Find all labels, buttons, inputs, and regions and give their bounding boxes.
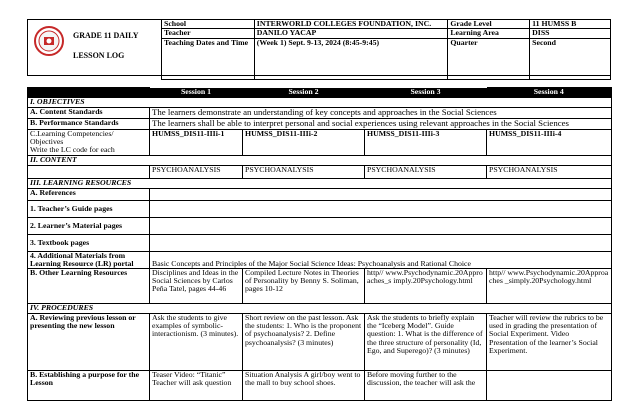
review-session-3: Ask the students to briefly explain the “Iceberg Model”. Guide question: 1. What is the difference of the three structure of personality (Id, Ego, and Superego)? (3 minutes) [365,314,487,371]
other-resource-4: http// www.Psychodynamic.20Approaches _simply.20Psychology.html [487,269,612,304]
purpose-session-3: Before moving further to the discussion, the teacher will ask the [365,371,487,401]
grade-title: GRADE 11 DAILY [73,31,139,40]
lesson-log-table [27,87,612,401]
purpose-session-1: Teaser Video: “Titanic” Teacher will ask question [150,371,243,401]
textbook-label: 3. Textbook pages [28,234,150,251]
teacher-value: DANILO YACAP [254,29,448,38]
review-session-4 [487,314,612,371]
grade-level-label: Grade Level [448,20,530,29]
lc-code-1: HUMSS_DIS11-IIIi-1 [150,130,243,156]
session-4-header: Session 4 [487,88,612,98]
section-objectives: I. OBJECTIVES [28,98,612,108]
purpose-label: B. Establishing a purpose for the Lesson [28,371,150,401]
learning-area-value: DISS [530,29,611,38]
content-session-1: PSYCHOANALYSIS [150,165,243,178]
session-1-header: Session 1 [150,88,243,98]
learning-area-label: Learning Area [448,29,530,38]
quarter-value: Second [530,38,611,79]
section-content: II. CONTENT [28,155,612,165]
purpose-session-4 [487,371,612,401]
section-resources: III. LEARNING RESOURCES [28,178,612,188]
review-session-4-bold: Video Presentation of the learner’s Social Experiment. [489,329,598,355]
other-resource-3: http// www.Psychodynamic.20Approaches_s imply.20Psychology.html [365,269,487,304]
time-value: (Week 1) Sept. 9-13, 2024 (8:45-9:45) [254,38,448,79]
time-label: Teaching Dates and Time [162,38,255,79]
teacher-label: Teacher [162,29,255,38]
competencies-label: C.Learning Competencies/ Objectives [30,129,114,147]
session-header-row [28,88,612,98]
grade-level-value: 11 HUMSS B [530,20,611,29]
other-resources-label: B. Other Learning Resources [28,269,150,304]
session-3-header: Session 3 [365,88,487,98]
school-value: INTERWORLD COLLEGES FOUNDATION, INC. [254,20,448,29]
review-label: A. Reviewing previous lesson or presenting the new lesson [28,314,150,371]
lesson-log-title: LESSON LOG [73,51,125,60]
teachers-guide-label: 1. Teacher’s Guide pages [28,200,150,217]
content-standards-label: A. Content Standards [28,108,150,119]
quarter-label: Quarter [448,38,530,79]
lc-code-4: HUMSS_DIS11-IIIi-4 [487,130,612,156]
other-resource-2: Compiled Lecture Notes in Theories of Personality by Benny S. Soliman, pages 10-12 [243,269,365,304]
content-session-3: PSYCHOANALYSIS [365,165,487,178]
additional-materials-value: Basic Concepts and Principles of the Major Social Science Ideas: Psychoanalysis and Rational Choice [150,251,612,268]
competencies-note: Write the LC code for each [30,145,115,155]
review-session-4-text: Teacher will review the rubrics to be used in grading the presentation of Social Experiment. [489,313,604,339]
lc-code-3: HUMSS_DIS11-IIIi-3 [365,130,487,156]
review-session-2: Short review on the past lesson. Ask the students: 1. Who is the proponent of psychoanalysis? 2. Define psychoanalysis? (3 minutes) [243,314,365,371]
competencies-cell [28,130,150,156]
references-label: A. References [28,188,150,200]
review-session-1: Ask the students to give examples of symbolic-interactionism. (3 minutes). [150,314,243,371]
content-session-2: PSYCHOANALYSIS [243,165,365,178]
performance-standards-value: The learners shall be able to interpret personal and social experiences using relevant approaches in the Social Sciences [150,119,612,130]
school-logo-icon [34,26,64,56]
session-2-header: Session 2 [243,88,365,98]
purpose-session-2: Situation Analysis A girl/boy went to the mall to buy school shoes. [243,371,365,401]
learners-material-label: 2. Learner’s Material pages [28,217,150,234]
header-table [161,19,611,80]
lc-code-2: HUMSS_DIS11-IIIi-2 [243,130,365,156]
other-resource-1: Disciplines and Ideas in the Social Sciences by Carlos Peña Tatel, pages 44-46 [150,269,243,304]
school-label: School [162,20,255,29]
performance-standards-label: B. Performance Standards [28,119,150,130]
content-standards-value: The learners demonstrate an understanding of key concepts and approaches in the Social Sciences [150,108,612,119]
section-procedures: IV. PROCEDURES [28,304,612,314]
additional-materials-label: 4. Additional Materials from Learning Resource (LR) portal [28,251,150,268]
content-session-4: PSYCHOANALYSIS [487,165,612,178]
